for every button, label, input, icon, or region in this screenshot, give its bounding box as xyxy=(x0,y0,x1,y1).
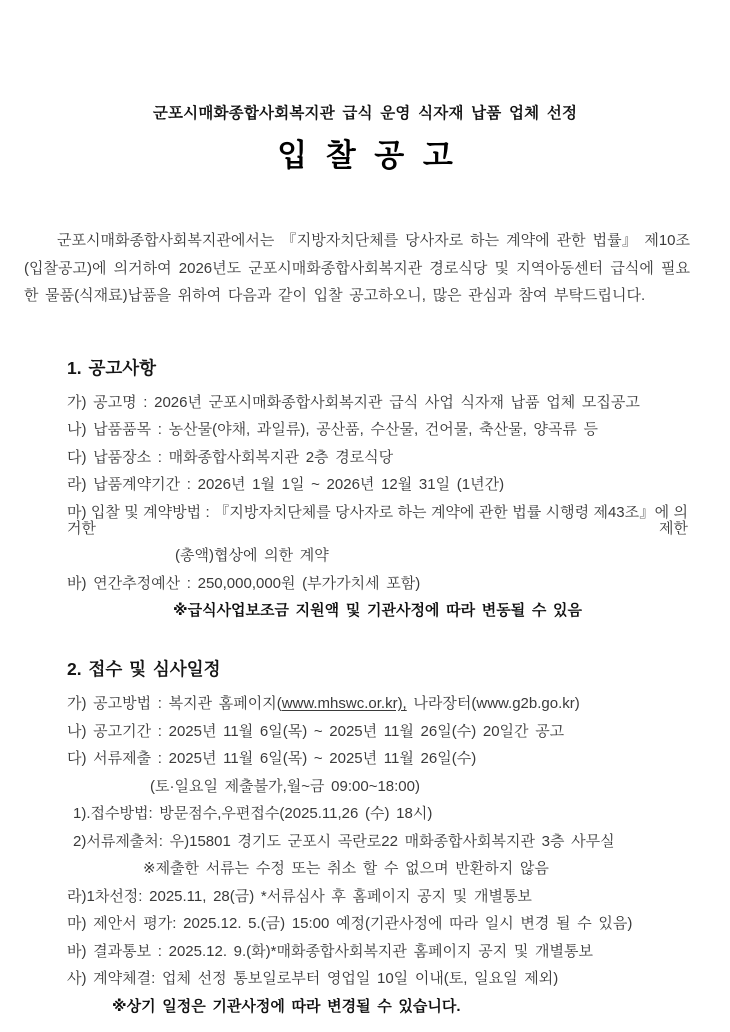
announcement-method-prefix: 가) 공고방법 : 복지관 홈페이지( xyxy=(67,695,282,712)
submission-method: 1).접수방법: 방문점수,우편접수(2025.11,26 (수) 18시) xyxy=(73,805,433,822)
item-announcement-method xyxy=(67,696,688,712)
item-supply-items: 나) 납품품목 : 농산물(야채, 과일류), 공산품, 수산물, 건어물, 축산물, 양곡류 등 xyxy=(67,421,599,438)
item-annual-budget: 바) 연간추정예산 : 250,000,000원 (부가가치세 포함) xyxy=(67,574,421,592)
item-bid-method-line2: (총액)협상에 의한 계약 xyxy=(175,547,329,564)
item-contract-signing: 사) 계약체결: 업체 선정 통보일로부터 영업일 10일 이내(토, 일요일 제외) xyxy=(67,970,559,987)
document-subtitle: 군포시매화종합사회복지관 급식 운영 식자재 납품 업체 선정 xyxy=(152,105,578,122)
document-title: 입 찰 공 고 xyxy=(277,138,458,173)
item-result-notification: 바) 결과통보 : 2025.12. 9.(화)*매화종합사회복지관 홈페이지 공지 및 개별통보 xyxy=(67,942,593,960)
section2-items xyxy=(0,696,730,1015)
submission-address: 2)서류제출처: 우)15801 경기도 군포시 곡란로22 매화종합사회복지관 3층 사무실 xyxy=(73,832,615,850)
item-announcement-period: 나) 공고기간 : 2025년 11월 6일(목) ~ 2025년 11월 26일(수) 20일간 공고 xyxy=(67,722,565,740)
budget-change-note: ※급식사업보조금 지원액 및 기관사정에 따라 변동될 수 있음 xyxy=(173,602,583,619)
welfare-center-website-link[interactable]: www.mhswc.or.kr), xyxy=(281,695,407,712)
section1-heading: 1. 공고사항 xyxy=(67,357,157,378)
item-delivery-place: 다) 납품장소 : 매화종합사회복지관 2층 경로식당 xyxy=(67,448,394,466)
submission-hours-note: (토·일요일 제출불가,월~금 09:00~18:00) xyxy=(150,777,420,795)
item-first-selection: 라)1차선정: 2025.11, 28(금) *서류심사 후 홈페이지 공지 및 개별통보 xyxy=(67,887,532,905)
item-contract-period: 라) 납품계약기간 : 2026년 1월 1일 ~ 2026년 12월 31일 (1년간) xyxy=(67,476,505,493)
item-announcement-name: 가) 공고명 : 2026년 군포시매화종합사회복지관 급식 사업 식자재 납품 업체 모집공고 xyxy=(67,393,640,411)
item-document-submission: 다) 서류제출 : 2025년 11월 6일(목) ~ 2025년 11월 26일(수) xyxy=(67,750,477,767)
section1-items xyxy=(0,395,730,620)
item-proposal-evaluation: 마) 제안서 평가: 2025.12. 5.(금) 15:00 예정(기관사정에 따라 일시 변경 될 수 있음) xyxy=(67,915,633,932)
no-return-note: ※제출한 서류는 수정 또는 취소 할 수 없으며 반환하지 않음 xyxy=(143,860,549,877)
intro-paragraph: 군포시매화종합사회복지관에서는 『지방자치단체를 당사자로 하는 계약에 관한 법률』 제10조 (입찰공고)에 의거하여 2026년도 군포시매화종합사회복지관 경로식당 및 지역아동센터 급식에 필요한 물품(식재료)납품을 위하여 다음과 같이 입찰 공고하오니, 많은 관심과 참여 부탁드립니다. xyxy=(24,232,690,304)
item-bid-method-line1: 마) 입찰 및 계약방법 : 『지방자치단체를 당사자로 하는 계약에 관한 법률 시행령 제43조』에 의거한 제한 xyxy=(67,503,688,537)
section-announcement-info xyxy=(0,355,730,620)
announcement-method-suffix: 나라장터(www.g2b.go.kr) xyxy=(406,695,580,712)
section-schedule xyxy=(0,656,730,1015)
schedule-change-note: ※상기 일정은 기관사정에 따라 변경될 수 있습니다. xyxy=(112,997,461,1015)
section2-heading: 2. 접수 및 심사일정 xyxy=(67,659,221,679)
